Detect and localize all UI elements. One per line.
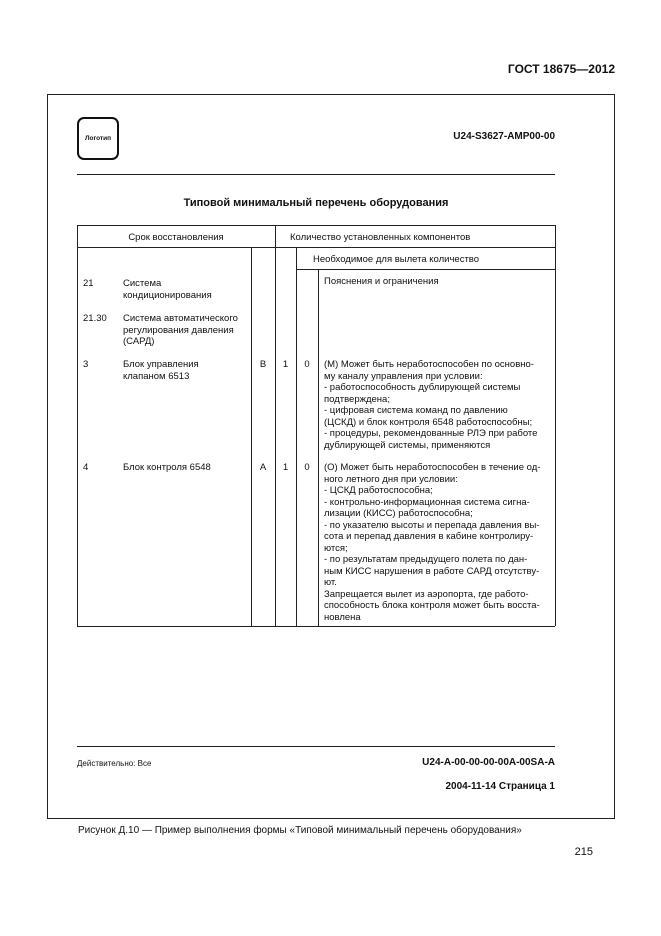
row-number: 21.30	[83, 313, 107, 324]
row-category: A	[259, 462, 267, 473]
footer-doc-code: U24-A-00-00-00-00A-00SA-A	[422, 757, 555, 768]
footer-date-page: 2004-11-14 Страница 1	[445, 781, 555, 792]
row-note: (М) Может быть неработоспособен по основно- му каналу управления при условии: - работоспособность дублирующей системы подтверждена; - цифровая система команд по давлению (ЦСКД) и блок контроля 6548 работоспособны; - процедуры, рекомендованные РЛЭ при работе дублирующей системы, применяются	[324, 359, 538, 451]
row-name: Система кондиционирования	[123, 278, 212, 301]
row-number: 4	[83, 462, 89, 473]
header-notes: Пояснения и ограничения	[324, 276, 439, 287]
row-name: Блок управления клапаном 6513	[123, 359, 199, 382]
row-name: Система автоматического регулирования давления (САРД)	[123, 313, 238, 347]
page-title: Типовой минимальный перечень оборудования	[183, 197, 449, 209]
row-installed: 1	[282, 462, 289, 473]
header-doc-code: U24-S3627-AMP00-00	[453, 131, 555, 142]
figure-caption: Рисунок Д.10 — Пример выполнения формы «Типовой минимальный перечень оборудования»	[78, 825, 522, 836]
footer-divider	[77, 746, 555, 747]
row-installed: 1	[282, 359, 289, 370]
row-required: 0	[304, 359, 310, 370]
header-required-count: Необходимое для вылета количество	[313, 254, 480, 265]
row-note: (О) Может быть неработоспособен в течение од- ного летного дня при условии: - ЦСКД работоспособна; - контрольно-информационная система сигна- лизации (КИСС) работоспособна; - по указателю высоты и перепада давления вы- сота и перепад давления в кабине контролиру- ются; - по результатам предыдущего полета по дан- ным КИСС нарушения в работе САРД отсутству- ют. Запрещается вылет из аэропорта, где работо- способность блока контроля может быть восста- новлена	[324, 462, 541, 623]
page-number: 215	[574, 846, 593, 858]
header-recovery-time: Срок восстановления	[128, 232, 224, 243]
logo-placeholder: Логотип	[77, 117, 119, 160]
header-installed-count: Количество установленных компонентов	[290, 232, 471, 243]
validity-label: Действительно: Все	[77, 759, 152, 768]
row-number: 3	[83, 359, 89, 370]
row-required: 0	[304, 462, 310, 473]
row-category: B	[259, 359, 267, 370]
row-name: Блок контроля 6548	[123, 462, 211, 473]
header-divider	[77, 174, 555, 175]
standard-number: ГОСТ 18675—2012	[507, 62, 615, 76]
row-number: 21	[83, 278, 94, 289]
